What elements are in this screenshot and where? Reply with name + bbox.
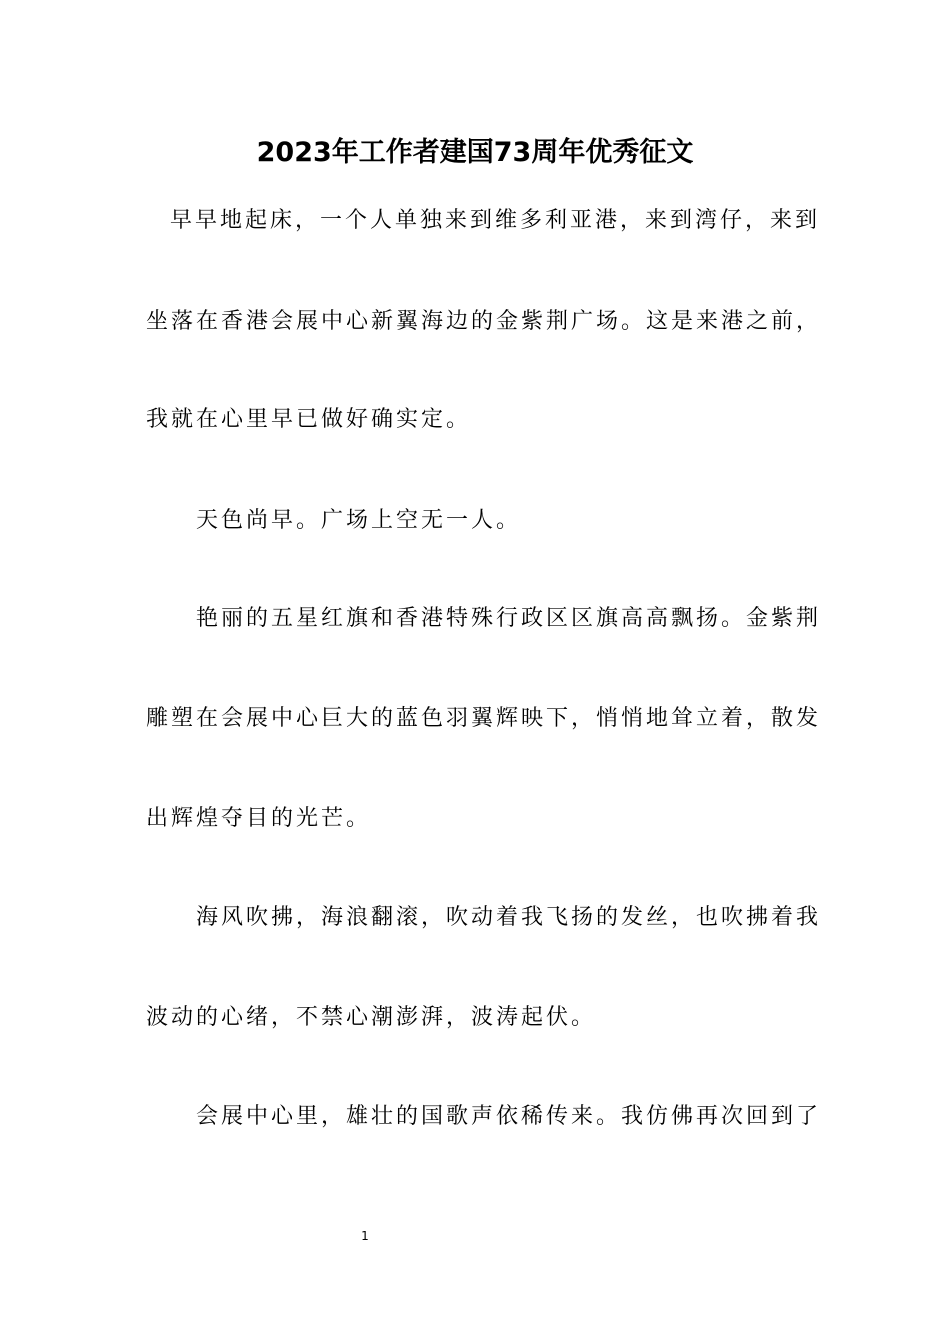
paragraph-line: 天色尚早。广场上空无一人。 [196, 508, 522, 533]
document-title: 2023年工作者建国73周年优秀征文 [256, 137, 694, 168]
paragraph-line: 艳丽的五星红旗和香港特殊行政区区旗高高飘扬。金紫荆 [196, 606, 822, 631]
paragraph-line: 会展中心里，雄壮的国歌声依稀传来。我仿佛再次回到了 [196, 1104, 822, 1129]
paragraph-line: 海风吹拂，海浪翻滚，吹动着我飞扬的发丝，也吹拂着我 [196, 905, 822, 930]
paragraph-line: 我就在心里早已做好确实定。 [146, 407, 472, 432]
paragraph-line: 坐落在香港会展中心新翼海边的金紫荆广场。这是来港之前， [146, 309, 822, 334]
page-number: 1 [361, 1229, 369, 1243]
paragraph-line: 出辉煌夺目的光芒。 [146, 806, 372, 831]
paragraph-line: 雕塑在会展中心巨大的蓝色羽翼辉映下，悄悄地耸立着，散发 [146, 706, 822, 731]
paragraph-line: 波动的心绪，不禁心潮澎湃，波涛起伏。 [146, 1005, 597, 1030]
paragraph-line: 早早地起床，一个人单独来到维多利亚港，来到湾仔，来到 [170, 208, 821, 233]
